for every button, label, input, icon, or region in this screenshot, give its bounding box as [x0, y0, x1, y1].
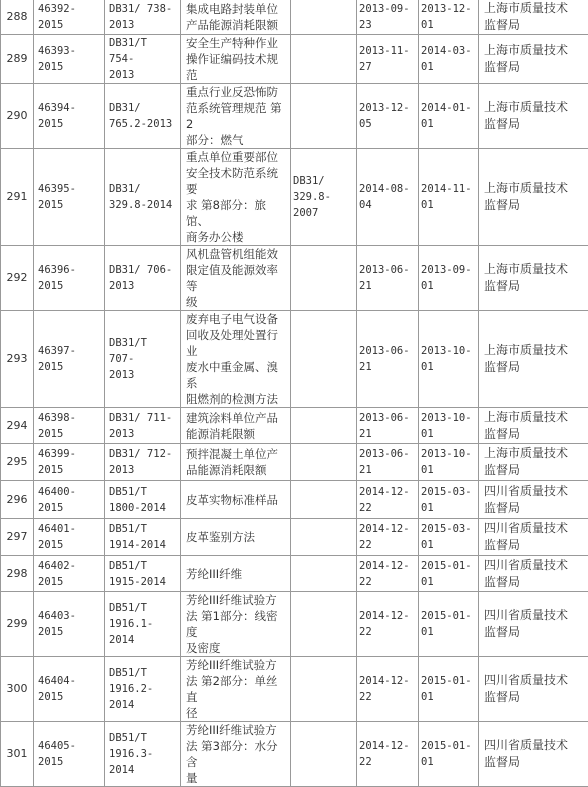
standard-name-cell: 芳纶III纤维试验方 法 第3部分：水分含 量 [181, 722, 291, 787]
record-number-cell: 46400- 2015 [34, 481, 105, 519]
effective-date-cell: 2014-11- 01 [419, 149, 479, 246]
effective-date-cell: 2015-03- 01 [419, 519, 479, 556]
issuing-department-cell: 上海市质量技术 监督局 [479, 246, 588, 311]
replaced-standard-cell [291, 408, 357, 444]
approval-date-cell: 2013-11- 27 [357, 35, 419, 84]
approval-date-cell: 2013-06- 21 [357, 444, 419, 481]
issuing-department-cell: 四川省质量技术 监督局 [479, 592, 588, 657]
effective-date-cell: 2015-01- 01 [419, 722, 479, 787]
row-number-cell: 294 [1, 408, 34, 444]
row-number-cell: 289 [1, 35, 34, 84]
standard-code-cell: DB31/T 707- 2013 [105, 311, 181, 408]
issuing-department-cell: 四川省质量技术 监督局 [479, 519, 588, 556]
approval-date-cell: 2014-12- 22 [357, 592, 419, 657]
approval-date-cell: 2014-12- 22 [357, 556, 419, 592]
replaced-standard-cell [291, 84, 357, 149]
row-number-cell: 301 [1, 722, 34, 787]
table-row [1, 311, 588, 408]
effective-date-cell: 2013-10- 01 [419, 444, 479, 481]
standard-name-cell: 芳纶III纤维试验方 法 第2部分：单丝直 径 [181, 657, 291, 722]
approval-date-cell: 2013-06- 21 [357, 408, 419, 444]
table-row [1, 519, 588, 556]
row-number-cell: 290 [1, 84, 34, 149]
table-row [1, 149, 588, 246]
table-row [1, 657, 588, 722]
replaced-standard-cell [291, 519, 357, 556]
record-number-cell: 46405- 2015 [34, 722, 105, 787]
standard-code-cell: DB51/T 1915-2014 [105, 556, 181, 592]
replaced-standard-cell [291, 481, 357, 519]
standard-name-cell: 皮革实物标准样品 [181, 481, 291, 519]
replaced-standard-cell [291, 311, 357, 408]
table-row [1, 592, 588, 657]
standard-code-cell: DB51/T 1916.3-2014 [105, 722, 181, 787]
row-number-cell: 288 [1, 0, 34, 35]
record-number-cell: 46399- 2015 [34, 444, 105, 481]
record-number-cell: 46398- 2015 [34, 408, 105, 444]
standard-name-cell: 集成电路封装单位 产品能源消耗限额 [181, 0, 291, 35]
record-number-cell: 46393- 2015 [34, 35, 105, 84]
table-row [1, 481, 588, 519]
approval-date-cell: 2014-12- 22 [357, 722, 419, 787]
effective-date-cell: 2014-01- 01 [419, 84, 479, 149]
replaced-standard-cell [291, 35, 357, 84]
table-row [1, 444, 588, 481]
standard-name-cell: 风机盘管机组能效 限定值及能源效率等 级 [181, 246, 291, 311]
table-row [1, 0, 588, 35]
effective-date-cell: 2015-01- 01 [419, 657, 479, 722]
standard-code-cell: DB51/T 1800-2014 [105, 481, 181, 519]
table-body [1, 0, 588, 787]
standard-name-cell: 重点行业反恐怖防 范系统管理规范 第2 部分：燃气 [181, 84, 291, 149]
standard-code-cell: DB51/T 1916.2-2014 [105, 657, 181, 722]
standard-code-cell: DB31/ 329.8-2014 [105, 149, 181, 246]
issuing-department-cell: 上海市质量技术 监督局 [479, 311, 588, 408]
replaced-standard-cell [291, 722, 357, 787]
row-number-cell: 296 [1, 481, 34, 519]
approval-date-cell: 2013-09- 23 [357, 0, 419, 35]
effective-date-cell: 2014-03- 01 [419, 35, 479, 84]
row-number-cell: 298 [1, 556, 34, 592]
replaced-standard-cell [291, 246, 357, 311]
table-row [1, 35, 588, 84]
standard-code-cell: DB51/T 1914-2014 [105, 519, 181, 556]
row-number-cell: 295 [1, 444, 34, 481]
record-number-cell: 46401- 2015 [34, 519, 105, 556]
record-number-cell: 46394- 2015 [34, 84, 105, 149]
standard-code-cell: DB31/ 711- 2013 [105, 408, 181, 444]
record-number-cell: 46402- 2015 [34, 556, 105, 592]
effective-date-cell: 2015-01- 01 [419, 592, 479, 657]
standard-name-cell: 重点单位重要部位 安全技术防范系统要 求 第8部分：旅馆、 商务办公楼 [181, 149, 291, 246]
record-number-cell: 46397- 2015 [34, 311, 105, 408]
effective-date-cell: 2013-10- 01 [419, 408, 479, 444]
replaced-standard-cell [291, 0, 357, 35]
standard-name-cell: 芳纶III纤维 [181, 556, 291, 592]
standard-code-cell: DB31/ 738- 2013 [105, 0, 181, 35]
table-row [1, 408, 588, 444]
replaced-standard-cell: DB31/ 329.8-2007 [291, 149, 357, 246]
effective-date-cell: 2015-01- 01 [419, 556, 479, 592]
row-number-cell: 299 [1, 592, 34, 657]
record-number-cell: 46404- 2015 [34, 657, 105, 722]
standard-name-cell: 安全生产特种作业 操作证编码技术规范 [181, 35, 291, 84]
approval-date-cell: 2014-12- 22 [357, 481, 419, 519]
approval-date-cell: 2014-08- 04 [357, 149, 419, 246]
table-row [1, 84, 588, 149]
issuing-department-cell: 上海市质量技术 监督局 [479, 0, 588, 35]
approval-date-cell: 2014-12- 22 [357, 657, 419, 722]
standard-code-cell: DB31/T 754- 2013 [105, 35, 181, 84]
effective-date-cell: 2013-12- 01 [419, 0, 479, 35]
effective-date-cell: 2013-09- 01 [419, 246, 479, 311]
approval-date-cell: 2013-12- 05 [357, 84, 419, 149]
standard-name-cell: 芳纶III纤维试验方 法 第1部分：线密度 及密度 [181, 592, 291, 657]
issuing-department-cell: 上海市质量技术 监督局 [479, 35, 588, 84]
effective-date-cell: 2013-10- 01 [419, 311, 479, 408]
row-number-cell: 300 [1, 657, 34, 722]
record-number-cell: 46392- 2015 [34, 0, 105, 35]
standard-code-cell: DB31/ 765.2-2013 [105, 84, 181, 149]
row-number-cell: 292 [1, 246, 34, 311]
standard-name-cell: 皮革鉴别方法 [181, 519, 291, 556]
standard-name-cell: 预拌混凝土单位产 品能源消耗限额 [181, 444, 291, 481]
standard-name-cell: 建筑涂料单位产品 能源消耗限额 [181, 408, 291, 444]
issuing-department-cell: 上海市质量技术 监督局 [479, 84, 588, 149]
issuing-department-cell: 四川省质量技术 监督局 [479, 657, 588, 722]
standard-code-cell: DB51/T 1916.1-2014 [105, 592, 181, 657]
table-row [1, 556, 588, 592]
replaced-standard-cell [291, 444, 357, 481]
standard-name-cell: 废弃电子电气设备 回收及处理处置行业 废水中重金属、溴系 阻燃剂的检测方法 [181, 311, 291, 408]
approval-date-cell: 2013-06- 21 [357, 246, 419, 311]
table-row [1, 722, 588, 787]
row-number-cell: 297 [1, 519, 34, 556]
row-number-cell: 293 [1, 311, 34, 408]
issuing-department-cell: 上海市质量技术 监督局 [479, 444, 588, 481]
effective-date-cell: 2015-03- 01 [419, 481, 479, 519]
standard-code-cell: DB31/ 706- 2013 [105, 246, 181, 311]
standard-code-cell: DB31/ 712- 2013 [105, 444, 181, 481]
issuing-department-cell: 上海市质量技术 监督局 [479, 408, 588, 444]
replaced-standard-cell [291, 556, 357, 592]
issuing-department-cell: 四川省质量技术 监督局 [479, 556, 588, 592]
issuing-department-cell: 四川省质量技术 监督局 [479, 481, 588, 519]
record-number-cell: 46396- 2015 [34, 246, 105, 311]
replaced-standard-cell [291, 657, 357, 722]
issuing-department-cell: 四川省质量技术 监督局 [479, 722, 588, 787]
approval-date-cell: 2013-06- 21 [357, 311, 419, 408]
record-number-cell: 46395- 2015 [34, 149, 105, 246]
record-number-cell: 46403- 2015 [34, 592, 105, 657]
replaced-standard-cell [291, 592, 357, 657]
approval-date-cell: 2014-12- 22 [357, 519, 419, 556]
issuing-department-cell: 上海市质量技术 监督局 [479, 149, 588, 246]
table-row [1, 246, 588, 311]
row-number-cell: 291 [1, 149, 34, 246]
